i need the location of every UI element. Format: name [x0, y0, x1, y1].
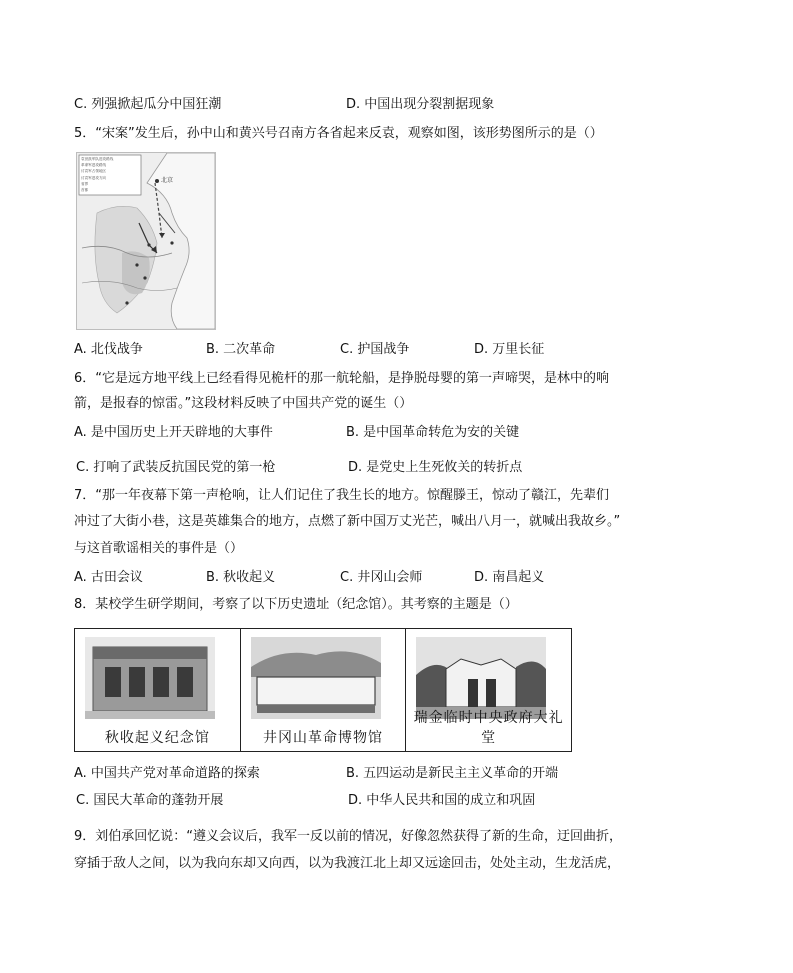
map-legend-item: 讨袁军占领地区 [81, 169, 107, 174]
q6-stem-line-1: 6．“它是远方地平线上已经看得见桅杆的那一航轮船，是挣脱母婴的第一声啼哭，是林中的响 [74, 371, 610, 386]
map-legend-item: 袁世凯军队进攻路线 [81, 157, 114, 161]
q6-option-a: A. 是中国历史上开天辟地的大事件 [74, 425, 273, 440]
q8-option-d: D. 中华人民共和国的成立和巩固 [348, 793, 536, 808]
q4-option-d: D. 中国出现分裂割据现象 [346, 97, 495, 112]
q6-stem-line-2: 箭，是报春的惊雷。”这段材料反映了中国共产党的诞生（） [74, 396, 413, 411]
caption-ruijin: 瑞金临时中央政府大礼堂 [413, 710, 564, 746]
map-legend-item: 首都 [81, 188, 89, 193]
q8-option-c: C. 国民大革命的蓬勃开展 [76, 793, 224, 808]
historical-map [76, 152, 216, 330]
caption-qiushou: 秋收起义纪念馆 [104, 730, 210, 746]
q5-option-d: D. 万里长征 [474, 342, 545, 357]
q9-stem-line-2: 穿插于敌人之间，以为我向东却又向西，以为我渡江北上却又远途回击，处处主动，生龙活虎， [74, 856, 621, 871]
q8-option-a: A. 中国共产党对革命道路的探索 [74, 766, 260, 781]
photo-cell-jinggangshan [241, 629, 407, 751]
photo-cell-ruijin [406, 629, 571, 751]
q5-option-c: C. 护国战争 [340, 342, 410, 357]
q7-stem-line-1: 7．“那一年夜幕下第一声枪响，让人们记住了我生长的地方。惊醒滕王，惊动了赣江，先辈们 [74, 488, 610, 503]
memorial-photo-table [74, 628, 572, 752]
map-legend-item: 讨袁军进攻方向 [81, 175, 107, 180]
q4-option-c: C. 列强掀起瓜分中国狂潮 [74, 97, 222, 112]
q9-stem-line-1: 9．刘伯承回忆说：“遵义会议后，我军一反以前的情况，好像忽然获得了新的生命，迂回曲折， [74, 829, 623, 844]
map-legend [81, 156, 113, 193]
caption-jinggangshan: 井冈山革命博物馆 [263, 730, 383, 746]
q7-stem-line-2: 冲过了大街小巷，这是英雄集合的地方，点燃了新中国万丈光芒，喊出八月一，就喊出我故乡。” [74, 514, 621, 529]
q7-stem-line-3: 与这首歌谣相关的事件是（） [74, 541, 244, 556]
q6-option-b: B. 是中国革命转危为安的关键 [346, 425, 520, 440]
q5-option-b: B. 二次革命 [206, 342, 276, 357]
photo-cell-qiushou [75, 629, 241, 751]
q6-option-c: C. 打响了武装反抗国民党的第一枪 [76, 460, 276, 475]
map-legend-item: 革命军进攻路线 [81, 163, 107, 168]
q8-stem: 8．某校学生研学期间，考察了以下历史遗址（纪念馆）。其考察的主题是（） [74, 597, 518, 612]
q8-option-b: B. 五四运动是新民主主义革命的开端 [346, 766, 559, 781]
q7-option-c: C. 井冈山会师 [340, 570, 423, 585]
jinggangshan-museum-photo [251, 637, 381, 719]
map-label-beijing: 北京 [161, 177, 174, 184]
qiushou-memorial-photo [85, 637, 215, 719]
q7-option-d: D. 南昌起义 [474, 570, 545, 585]
q7-option-b: B. 秋收起义 [206, 570, 276, 585]
q6-option-d: D. 是党史上生死攸关的转折点 [348, 460, 523, 475]
q5-option-a: A. 北伐战争 [74, 342, 143, 357]
q7-option-a: A. 古田会议 [74, 570, 143, 585]
map-legend-item: 省界 [81, 181, 89, 186]
q5-stem: 5．“宋案”发生后，孙中山和黄兴号召南方各省起来反袁，观察如图，该形势图所示的是（） [74, 126, 603, 141]
